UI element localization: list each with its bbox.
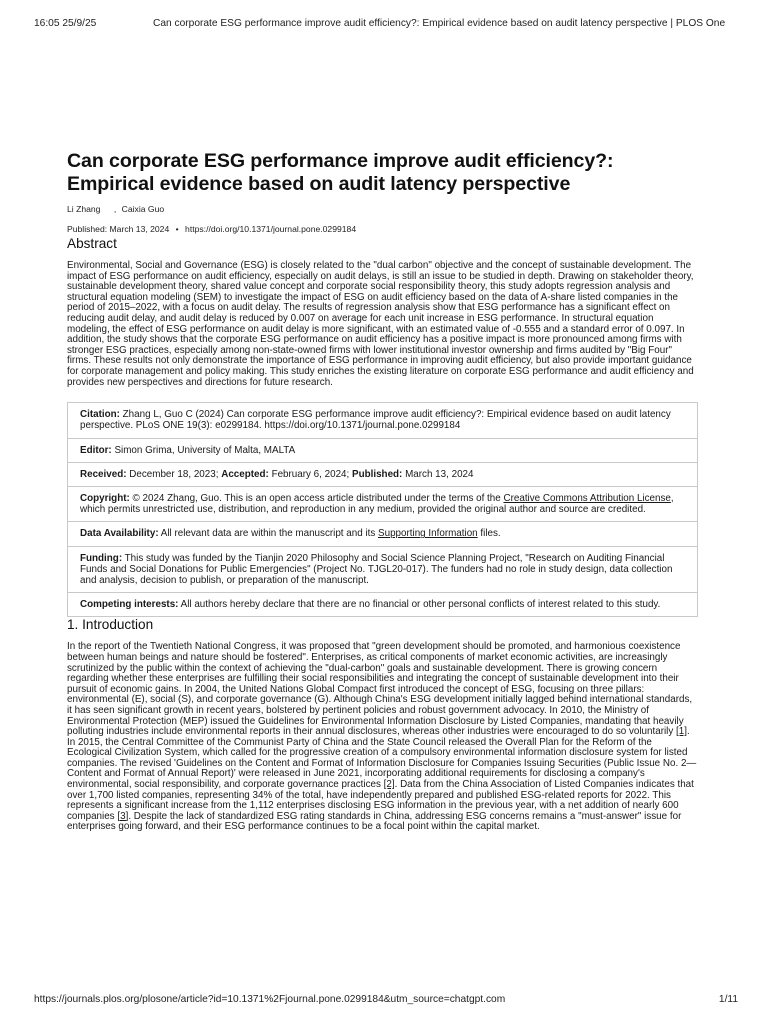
accepted-date: February 6, 2024; (271, 468, 350, 480)
publication-line (67, 224, 698, 236)
introduction-text-part: . Data from the China Association of Listed Companies indicates that over 1,700 listed companies, representing 34% of the total, have independently prepared and published ESG-related reports for 2022. This represents a significant increase from the 1,112 enterprises disclosing ESG information in the previous year, with a net addition of nearly 600 companies (67, 779, 694, 822)
reference-link[interactable]: [3] (117, 810, 129, 822)
received-label: Received: (80, 468, 127, 480)
published-label: Published: (352, 468, 403, 480)
license-link[interactable]: Creative Commons Attribution License (503, 492, 671, 504)
print-url: https://journals.plos.org/plosone/article?id=10.1371%2Fjournal.pone.0299184&utm_source=chatgpt.com (34, 994, 506, 1005)
reference-link[interactable]: [2] (383, 779, 395, 791)
introduction-text (67, 642, 698, 833)
reference-link[interactable]: [1] (676, 726, 687, 738)
article-info-box (67, 402, 698, 617)
received-date: December 18, 2023; (129, 468, 219, 480)
dates-row (68, 463, 697, 487)
competing-interests-row (68, 593, 697, 616)
introduction-text-part: . Despite the lack of standardized ESG rating standards in China, addressing ESG concerns remains a "must-answer" issue for enterprises going forward, and their ESG performance continues to be a focal point within the capital market. (67, 810, 682, 833)
article-title-line2: Empirical evidence based on audit latency perspective (67, 172, 571, 195)
print-page-title: Can corporate ESG performance improve audit efficiency?: Empirical evidence based on audit latency perspective | PLOS One (153, 18, 726, 29)
article-title (67, 150, 698, 195)
author-separator: , (113, 204, 117, 214)
published-date-info: March 13, 2024 (405, 468, 474, 480)
article-content (67, 150, 698, 833)
article-title-line1: Can corporate ESG performance improve audit efficiency?: (67, 150, 614, 172)
author-list (67, 204, 698, 216)
print-datetime: 16:05 25/9/25 (34, 18, 97, 29)
data-availability-label: Data Availability: (80, 528, 159, 540)
data-availability-text: All relevant data are within the manuscript and its (160, 528, 376, 540)
copyright-text-rest: , which permits unrestricted use, distribution, and reproduction in any medium, provided the original author and source are credited. (80, 492, 674, 516)
accepted-label: Accepted: (221, 468, 269, 480)
page-number: 1/11 (718, 994, 738, 1005)
funding-label: Funding: (80, 552, 123, 564)
funding-row (68, 547, 697, 594)
introduction-text-part: In the report of the Twentieth National Congress, it was proposed that "green development should be promoted, and harmonious coexistence between human beings and nature should be fostered". Enterprises, as critical components of market economic activities, are increasingly scrutinized by the public within the context of achieving the "dual-carbon" goals and sustainable development. There is growing concern regarding whether these enterprises are fulfilling their social responsibilities and integrating the concept of sustainable development into their pursuit of economic gains. In 2004, the United Nations Global Compact first introduced the concept of ESG, focusing on three pillars: environmental (E), social (S), and corporate governance (G). Although China's ESG development initially lagged behind international standards, it has seen significant growth in recent years, bolstered by pertinent policies and robust government advocacy. In 2010, the Ministry of Environmental Protection (MEP) issued the Guidelines for Environmental Information Disclosure by Listed Companies, mandating that heavily polluting industries include environmental reports in their annual disclosures, whereas other industries were encouraged to do so voluntarily (67, 641, 693, 738)
competing-interests-label: Competing interests: (80, 599, 179, 611)
editor-label: Editor: (80, 444, 112, 456)
introduction-text-part: . In 2015, the Central Committee of the Communist Party of China and the State Council released the Overall Plan for the Reform of the Ecological Civilization System, which called for the progressive creation of a compulsory environmental information disclosure system for listed companies. The revised 'Guidelines on the Content and Format of Information Disclosure for Companies Issuing Securities (Public Issue No. 2—Content and Format of Annual Report)' were released in June 2021, incorporating additional requirements for disclosing a company's environmental, social responsibility, and corporate governance practices (67, 726, 697, 791)
editor-text: Simon Grima, University of Malta, MALTA (114, 444, 296, 456)
bullet-separator: • (175, 224, 179, 234)
author-name[interactable]: Caixia Guo (121, 204, 165, 214)
copyright-row (68, 487, 697, 522)
data-availability-row (68, 522, 697, 546)
supporting-information-link[interactable]: Supporting Information (378, 528, 478, 540)
doi-link[interactable]: https://doi.org/10.1371/journal.pone.0299184 (185, 224, 357, 234)
citation-row (68, 403, 697, 438)
abstract-heading: Abstract (67, 236, 117, 251)
copyright-text: © 2024 Zhang, Guo. This is an open access article distributed under the terms of the (132, 492, 501, 504)
introduction-heading: 1. Introduction (67, 617, 154, 633)
author-name[interactable]: Li Zhang (67, 204, 101, 214)
funding-text: This study was funded by the Tianjin 2020 Philosophy and Social Science Planning Project, "Research on Auditing Financial Funds and Social Donations for Public Emergencies" (Project No. TJGL20-017). The funders had no role in study design, data collection and analysis, decision to publish, or preparation of the manuscript. (80, 552, 673, 586)
editor-row (68, 439, 697, 463)
abstract-text: Environmental, Social and Governance (ESG) is closely related to the "dual carbon" objective and the concept of sustainable development. The impact of ESG performance on audit efficiency, especially on audit delays, is still an issue to be studied in depth. Drawing on stakeholder theory, sustainable development theory, shared value concept and corporate social responsibility theory, this study adopts regression analysis and structural equation modeling (SEM) to investigate the impact of ESG on audit efficiency based on the data of A-share listed companies in the period of 2015–2022, with a focus on audit delay. The results of regression analysis show that ESG performance has a significant effect on reducing audit delay, and audit delay is reduced by 0.007 on average for each unit increase in ESG performance. In structural equation modeling, the effect of ESG performance on audit delay is more significant, with an estimated value of -0.555 and a standard error of 0.097. In addition, the study shows that the corporate ESG performance on audit efficiency has a positive impact is more pronounced among firms with stronger ESG practices, especially among non-state-owned firms with lower institutional investor ownership and firms audited by "Big Four" firms. These results not only demonstrate the importance of ESG performance in improving audit efficiency, but also provide important guidance for corporate management and policy making. This study enriches the existing literature on corporate ESG performance and audit efficiency and provides new perspectives and directions for future research. (67, 260, 694, 388)
copyright-label: Copyright: (80, 492, 130, 504)
citation-text: Zhang L, Guo C (2024) Can corporate ESG performance improve audit efficiency?: Empirical evidence based on audit latency perspective. PLoS ONE 19(3): e0299184. https://doi.org/10.1371/journal.pone.0299184 (80, 409, 671, 432)
data-availability-text-rest: files. (480, 528, 501, 540)
competing-interests-text: All authors hereby declare that there are no financial or other personal conflicts of interest related to this study. (180, 599, 661, 611)
citation-label: Citation: (80, 409, 120, 421)
published-date: Published: March 13, 2024 (67, 224, 170, 234)
